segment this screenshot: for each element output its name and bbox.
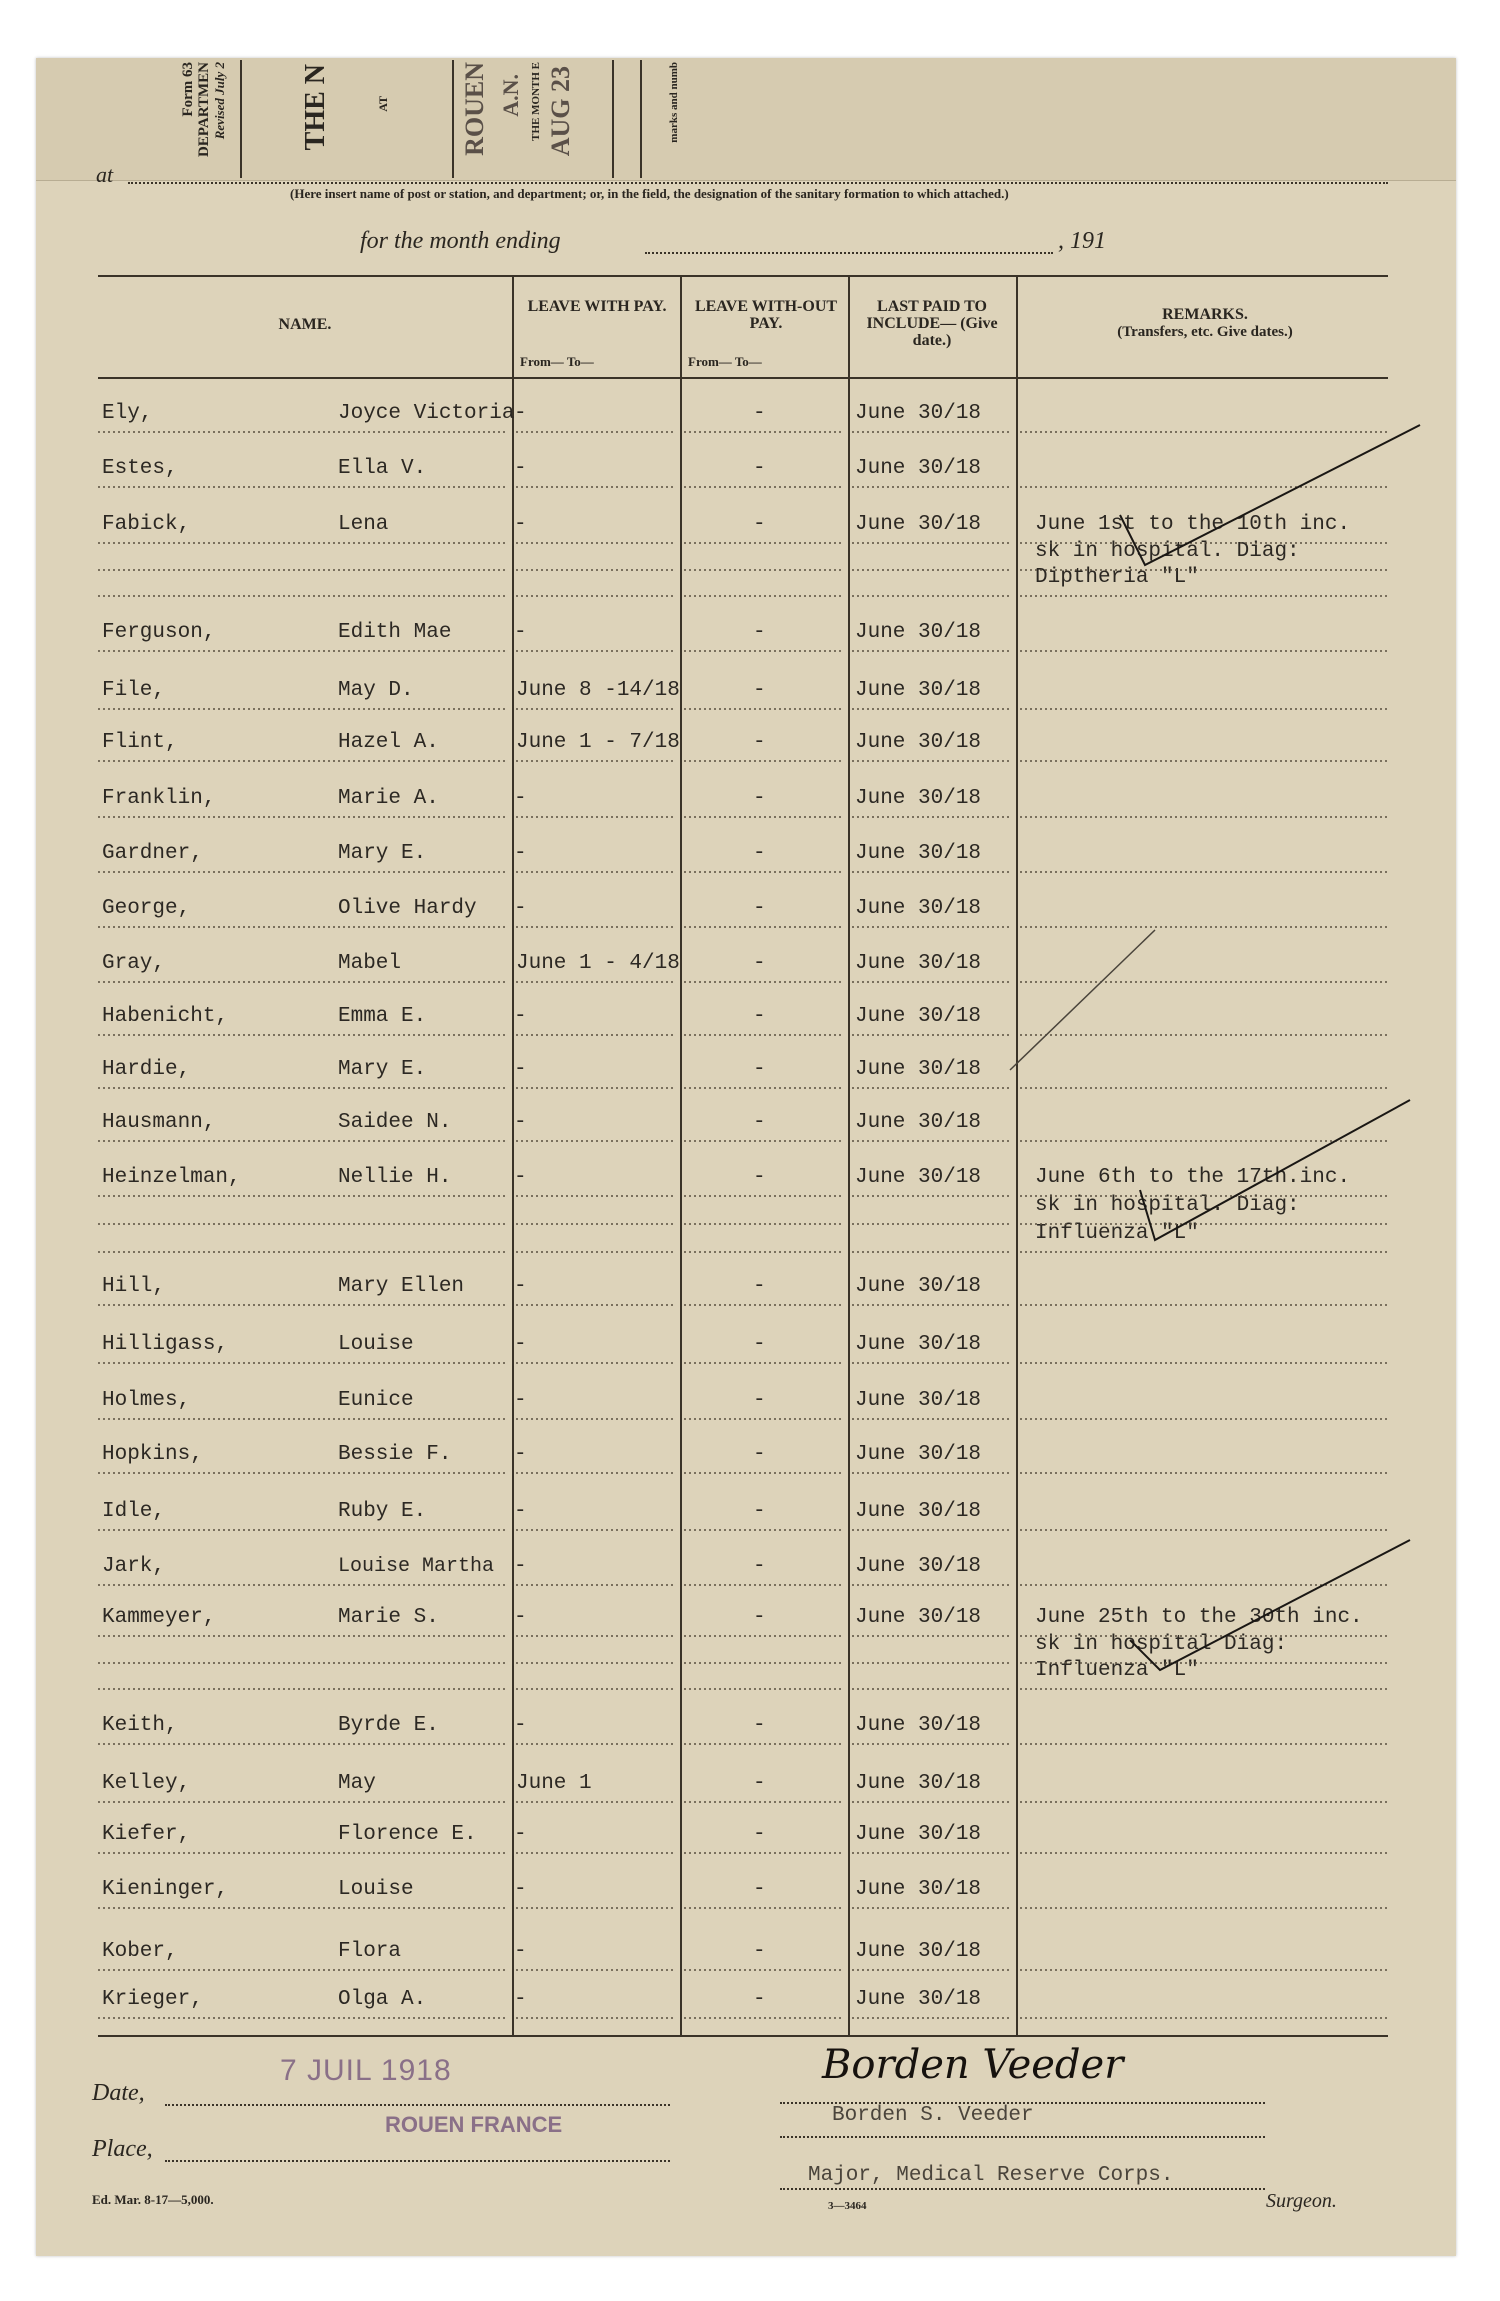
surname-cell: Kober,: [102, 1940, 178, 1963]
given-name-cell: Nellie H.: [338, 1166, 452, 1189]
surname-cell: Fabick,: [102, 513, 191, 536]
last-paid-cell: June 30/18: [855, 1005, 982, 1028]
last-paid-cell: June 30/18: [855, 1443, 982, 1466]
last-paid-cell: June 30/18: [855, 513, 982, 536]
header-remarks-sub: (Transfers, etc. Give dates.): [1117, 324, 1293, 340]
remarks-cell: sk in hospital Diag:: [1035, 1633, 1288, 1656]
check-mark-icon: [1100, 415, 1430, 585]
given-name-cell: Marie A.: [338, 787, 439, 810]
tab-divider: [640, 60, 642, 178]
tab-the-heading: THE N: [300, 64, 331, 151]
leave-with-pay-cell: -: [514, 1005, 527, 1028]
last-paid-cell: June 30/18: [855, 1111, 982, 1134]
surname-cell: Kiefer,: [102, 1823, 191, 1846]
leave-with-pay-cell: -: [514, 1389, 527, 1412]
surgeon-title: Surgeon.: [1266, 2190, 1337, 2212]
form-code: 3—3464: [828, 2200, 867, 2212]
surname-cell: Jark,: [102, 1555, 166, 1578]
last-paid-cell: June 30/18: [855, 1772, 982, 1795]
table-row: [98, 842, 1388, 892]
leave-without-pay-cell: -: [753, 1988, 766, 2011]
leave-without-pay-cell: -: [753, 1772, 766, 1795]
remarks-cell: June 25th to the 30th inc.: [1035, 1606, 1363, 1629]
surname-cell: Hardie,: [102, 1058, 191, 1081]
last-paid-cell: June 30/18: [855, 1275, 982, 1298]
surname-cell: File,: [102, 679, 166, 702]
tab-divider: [612, 60, 614, 178]
leave-with-pay-cell: -: [514, 621, 527, 644]
last-paid-cell: June 30/18: [855, 1823, 982, 1846]
surname-cell: Hopkins,: [102, 1443, 203, 1466]
surname-cell: Flint,: [102, 731, 178, 754]
typed-name: Borden S. Veeder: [832, 2104, 1034, 2127]
leave-without-pay-cell: -: [753, 1606, 766, 1629]
leave-without-pay-cell: -: [753, 1878, 766, 1901]
leave-with-pay-cell: -: [514, 457, 527, 480]
rank-line: [780, 2188, 1265, 2190]
tab-stamp-rouen: ROUEN: [460, 62, 489, 156]
leave-without-pay-cell: -: [753, 1058, 766, 1081]
tab-month: THE MONTH E: [530, 62, 542, 141]
at-label: at: [96, 162, 114, 187]
table-row: [98, 1275, 1388, 1325]
at-field-line[interactable]: [128, 182, 1388, 184]
table-header-rule: [98, 377, 1388, 379]
leave-without-pay-cell: -: [753, 842, 766, 865]
leave-with-pay-cell: -: [514, 1333, 527, 1356]
last-paid-cell: June 30/18: [855, 1058, 982, 1081]
leave-without-pay-cell: -: [753, 1443, 766, 1466]
tab-remarks: marks and numb: [668, 62, 680, 143]
given-name-cell: Flora: [338, 1940, 402, 1963]
leave-without-pay-cell: -: [753, 1389, 766, 1412]
surname-cell: George,: [102, 897, 191, 920]
given-name-cell: Mabel: [338, 952, 402, 975]
folded-header-strip: [36, 58, 1456, 181]
tab-at: AT: [376, 96, 390, 112]
surname-cell: Gardner,: [102, 842, 203, 865]
given-name-cell: Joyce Victoria: [338, 402, 515, 425]
last-paid-cell: June 30/18: [855, 621, 982, 644]
leave-with-pay-cell: -: [514, 1714, 527, 1737]
month-ending-label: for the month ending: [360, 228, 561, 254]
leave-with-pay-cell: -: [514, 1606, 527, 1629]
last-paid-cell: June 30/18: [855, 402, 982, 425]
last-paid-cell: June 30/18: [855, 1988, 982, 2011]
given-name-cell: Edith Mae: [338, 621, 452, 644]
leave-without-pay-cell: -: [753, 1005, 766, 1028]
last-paid-cell: June 30/18: [855, 1166, 982, 1189]
surname-cell: Habenicht,: [102, 1005, 229, 1028]
leave-without-pay-cell: -: [753, 457, 766, 480]
surname-cell: Ferguson,: [102, 621, 216, 644]
tab-divider: [240, 60, 242, 178]
given-name-cell: Ella V.: [338, 457, 427, 480]
given-name-cell: Marie S.: [338, 1606, 439, 1629]
table-row: [98, 1443, 1388, 1493]
table-row: [98, 1823, 1388, 1873]
leave-without-pay-cell: -: [753, 1275, 766, 1298]
leave-with-pay-cell: -: [514, 1443, 527, 1466]
header-leave-without-pay: LEAVE WITH-OUT PAY.: [694, 298, 838, 332]
date-field-line[interactable]: [165, 2104, 670, 2106]
tab-revised: Revised July 2: [212, 62, 227, 140]
rank: Major, Medical Reserve Corps.: [808, 2164, 1174, 2187]
edition-note: Ed. Mar. 8-17—5,000.: [92, 2192, 214, 2207]
month-year: , 191: [1058, 228, 1106, 254]
leave-with-pay-cell: June 8 -14/18: [516, 679, 680, 702]
given-name-cell: Louise Martha: [338, 1555, 495, 1578]
leave-with-pay-cell: June 1 - 7/18: [516, 731, 680, 754]
leave-with-pay-cell: -: [514, 1823, 527, 1846]
table-row: [98, 897, 1388, 947]
tab-stamp-aug: AUG 23: [546, 66, 575, 157]
typed-name-line: [780, 2136, 1265, 2138]
remarks-cell: Diptheria "L": [1035, 566, 1199, 589]
given-name-cell: Eunice: [338, 1389, 414, 1412]
given-name-cell: May D.: [338, 679, 414, 702]
given-name-cell: Florence E.: [338, 1823, 477, 1846]
table-row: [98, 1878, 1388, 1928]
surname-cell: Franklin,: [102, 787, 216, 810]
leave-without-pay-cell: -: [753, 731, 766, 754]
place-field-line[interactable]: [165, 2160, 670, 2162]
leave-without-pay-cell: -: [753, 1111, 766, 1134]
given-name-cell: Mary Ellen: [338, 1275, 465, 1298]
leave-with-pay-cell: -: [514, 1940, 527, 1963]
last-paid-cell: June 30/18: [855, 897, 982, 920]
leave-with-pay-cell: -: [514, 1878, 527, 1901]
leave-with-pay-cell: June 1 - 4/18: [516, 952, 680, 975]
remarks-cell: June 6th to the 17th.inc.: [1035, 1166, 1351, 1189]
remarks-cell: June 1st to the 10th inc.: [1035, 513, 1351, 536]
leave-with-pay-cell: -: [514, 1166, 527, 1189]
remarks-cell: Influenza "L": [1035, 1222, 1199, 1245]
leave-without-pay-cell: -: [753, 1714, 766, 1737]
last-paid-cell: June 30/18: [855, 787, 982, 810]
table-row: [98, 1772, 1388, 1822]
surname-cell: Gray,: [102, 952, 166, 975]
last-paid-cell: June 30/18: [855, 1555, 982, 1578]
last-paid-cell: June 30/18: [855, 1878, 982, 1901]
surname-cell: Kieninger,: [102, 1878, 229, 1901]
month-ending-field-line[interactable]: [645, 252, 1053, 254]
leave-without-pay-cell: -: [753, 1940, 766, 1963]
last-paid-cell: June 30/18: [855, 1500, 982, 1523]
table-row: [98, 679, 1388, 729]
surname-cell: Krieger,: [102, 1988, 203, 2011]
leave-without-pay-cell: -: [753, 1823, 766, 1846]
table-top-rule: [98, 275, 1388, 277]
table-row: [98, 1389, 1388, 1439]
given-name-cell: May: [338, 1772, 376, 1795]
surname-cell: Estes,: [102, 457, 178, 480]
given-name-cell: Bessie F.: [338, 1443, 452, 1466]
leave-with-pay-cell: -: [514, 402, 527, 425]
leave-without-pay-cell: -: [753, 1500, 766, 1523]
table-row: [98, 1333, 1388, 1383]
leave-with-pay-cell: -: [514, 842, 527, 865]
leave-with-pay-cell: -: [514, 1275, 527, 1298]
place-stamp: ROUEN FRANCE: [385, 2112, 563, 2137]
tab-department: DEPARTMEN: [196, 62, 212, 158]
header-last-paid: LAST PAID TO INCLUDE— (Give date.): [866, 298, 998, 349]
at-instructions: (Here insert name of post or station, and department; or, in the field, the designation of the sanitary formation to which attached.): [290, 186, 1009, 201]
leave-without-pay-cell: -: [753, 952, 766, 975]
surname-cell: Hilligass,: [102, 1333, 229, 1356]
leave-without-pay-cell: -: [753, 513, 766, 536]
leave-without-pay-cell: -: [753, 402, 766, 425]
last-paid-cell: June 30/18: [855, 1714, 982, 1737]
header-lwop-from-to: From— To—: [688, 354, 762, 369]
leave-with-pay-cell: -: [514, 1058, 527, 1081]
pencil-stroke-icon: [1000, 920, 1160, 1080]
surname-cell: Ely,: [102, 402, 153, 425]
given-name-cell: Louise: [338, 1878, 414, 1901]
last-paid-cell: June 30/18: [855, 1333, 982, 1356]
leave-without-pay-cell: -: [753, 1166, 766, 1189]
leave-without-pay-cell: -: [753, 621, 766, 644]
tab-form-number: Form 63: [180, 62, 196, 117]
leave-without-pay-cell: -: [753, 787, 766, 810]
leave-with-pay-cell: -: [514, 1500, 527, 1523]
last-paid-cell: June 30/18: [855, 1606, 982, 1629]
remarks-cell: sk in hospital. Diag:: [1035, 1194, 1300, 1217]
table-row: [98, 1005, 1388, 1055]
header-remarks: REMARKS.: [1162, 306, 1248, 323]
leave-with-pay-cell: -: [514, 1988, 527, 2011]
surname-cell: Heinzelman,: [102, 1166, 241, 1189]
last-paid-cell: June 30/18: [855, 679, 982, 702]
surname-cell: Keith,: [102, 1714, 178, 1737]
place-label: Place,: [92, 2136, 153, 2162]
given-name-cell: Mary E.: [338, 1058, 427, 1081]
signature: Borden Veeder: [822, 2042, 1124, 2088]
surname-cell: Kelley,: [102, 1772, 191, 1795]
check-mark-icon: [1120, 1530, 1420, 1680]
leave-with-pay-cell: -: [514, 787, 527, 810]
table-bottom-rule: [98, 2035, 1388, 2037]
surname-cell: Kammeyer,: [102, 1606, 216, 1629]
last-paid-cell: June 30/18: [855, 457, 982, 480]
date-label: Date,: [92, 2080, 145, 2106]
given-name-cell: Olive Hardy: [338, 897, 477, 920]
given-name-cell: Emma E.: [338, 1005, 427, 1028]
given-name-cell: Ruby E.: [338, 1500, 427, 1523]
leave-with-pay-cell: -: [514, 897, 527, 920]
table-row: [98, 621, 1388, 671]
leave-with-pay-cell: June 1: [516, 1772, 592, 1795]
date-stamp: 7 JUIL 1918: [280, 2054, 452, 2087]
given-name-cell: Louise: [338, 1333, 414, 1356]
last-paid-cell: June 30/18: [855, 1389, 982, 1412]
given-name-cell: Byrde E.: [338, 1714, 439, 1737]
given-name-cell: Saidee N.: [338, 1111, 452, 1134]
leave-with-pay-cell: -: [514, 1111, 527, 1134]
last-paid-cell: June 30/18: [855, 731, 982, 754]
tab-stamp-an: A.N.: [498, 74, 523, 117]
tab-divider: [452, 60, 454, 178]
last-paid-cell: June 30/18: [855, 952, 982, 975]
last-paid-cell: June 30/18: [855, 1940, 982, 1963]
table-row: [98, 952, 1388, 1002]
header-leave-with-pay: LEAVE WITH PAY.: [527, 298, 667, 315]
surname-cell: Hill,: [102, 1275, 166, 1298]
remarks-cell: sk in hospital. Diag:: [1035, 540, 1300, 563]
table-row: [98, 787, 1388, 837]
given-name-cell: Hazel A.: [338, 731, 439, 754]
table-row: [98, 1714, 1388, 1764]
surname-cell: Holmes,: [102, 1389, 191, 1412]
given-name-cell: Olga A.: [338, 1988, 427, 2011]
table-row: [98, 1940, 1388, 1990]
leave-without-pay-cell: -: [753, 679, 766, 702]
table-row: [98, 1988, 1388, 2038]
leave-without-pay-cell: -: [753, 897, 766, 920]
check-mark-icon: [1120, 1090, 1420, 1250]
leave-without-pay-cell: -: [753, 1555, 766, 1578]
leave-with-pay-cell: -: [514, 513, 527, 536]
leave-without-pay-cell: -: [753, 1333, 766, 1356]
given-name-cell: Lena: [338, 513, 389, 536]
surname-cell: Idle,: [102, 1500, 166, 1523]
leave-with-pay-cell: -: [514, 1555, 527, 1578]
surname-cell: Hausmann,: [102, 1111, 216, 1134]
header-name: NAME.: [278, 316, 332, 333]
remarks-cell: Influenza "L": [1035, 1659, 1199, 1682]
last-paid-cell: June 30/18: [855, 842, 982, 865]
header-lwp-from-to: From— To—: [520, 354, 594, 369]
table-row: [98, 731, 1388, 781]
given-name-cell: Mary E.: [338, 842, 427, 865]
